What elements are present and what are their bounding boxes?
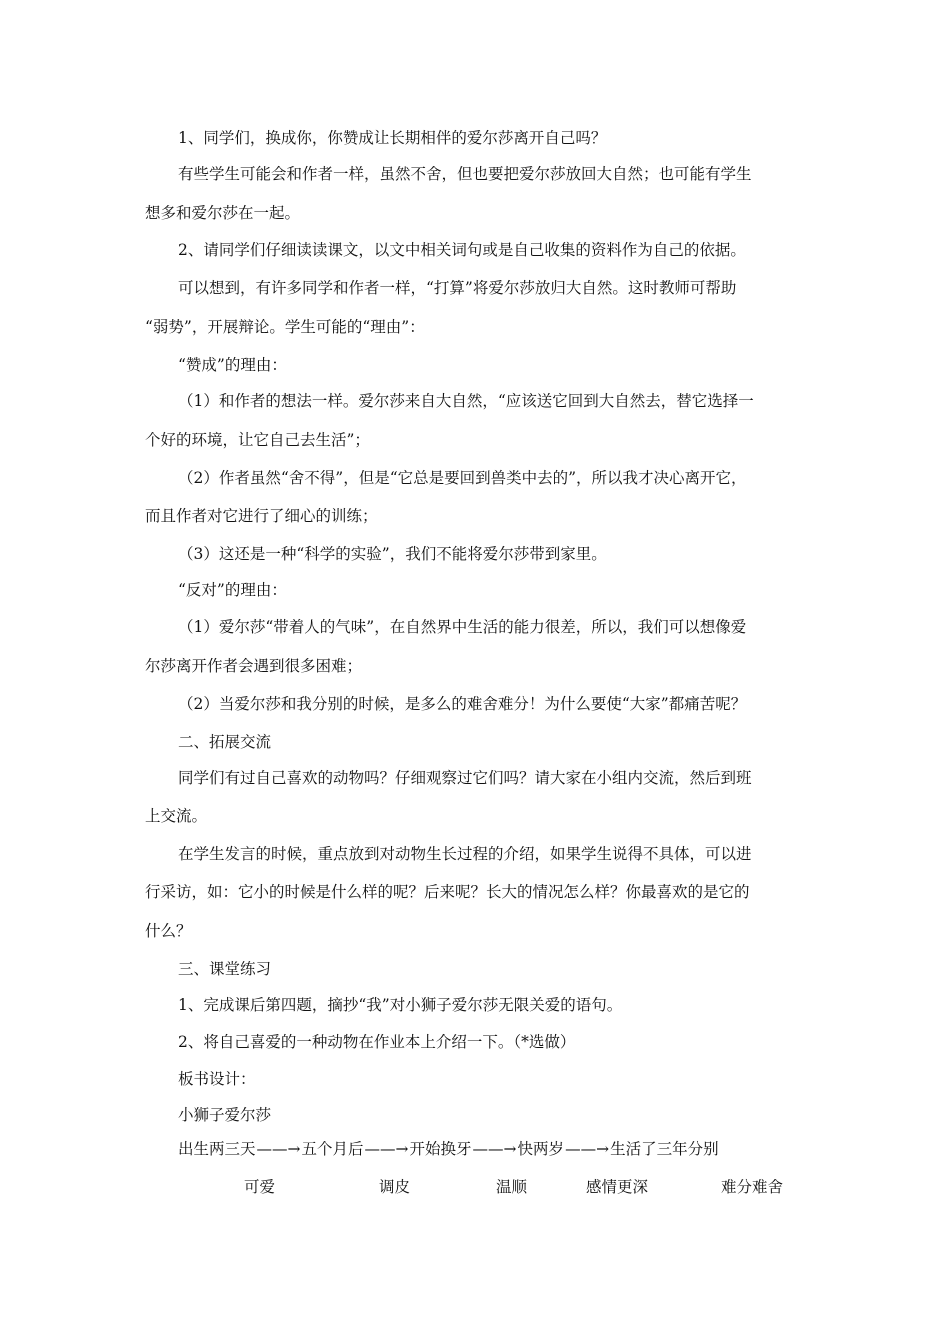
trait-1: 可爱 <box>244 1178 276 1196</box>
paragraph-line: （2）作者虽然“舍不得”，但是“它总是要回到兽类中去的”，所以我才决心离开它， <box>178 469 747 487</box>
paragraph-line: “赞成”的理由： <box>178 356 287 374</box>
paragraph-line: 上交流。 <box>145 807 208 825</box>
paragraph-line: 可以想到，有许多同学和作者一样，“打算”将爱尔莎放归大自然。这时教师可帮助 <box>178 279 737 297</box>
arrow-right-icon: ——→ <box>256 1140 301 1158</box>
arrow-right-icon: ——→ <box>565 1140 610 1158</box>
stage-5: 生活了三年分别 <box>610 1140 719 1158</box>
paragraph-line: 行采访，如：它小的时候是什么样的呢？后来呢？长大的情况怎么样？你最喜欢的是它的 <box>145 883 750 901</box>
paragraph-line: 二、拓展交流 <box>178 733 272 751</box>
paragraph-line: “弱势”，开展辩论。学生可能的“理由”： <box>145 318 425 336</box>
paragraph-line: （1）爱尔莎“带着人的气味”，在自然界中生活的能力很差，所以，我们可以想像爱 <box>178 618 747 636</box>
paragraph-line: 个好的环境，让它自己去生活”； <box>145 431 370 449</box>
trait-3: 温顺 <box>496 1178 528 1196</box>
stage-1: 出生两三天 <box>178 1140 256 1158</box>
paragraph-line: 想多和爱尔莎在一起。 <box>145 204 301 222</box>
stage-3: 开始换牙 <box>409 1140 472 1158</box>
paragraph-line: 而且作者对它进行了细心的训练； <box>145 507 378 525</box>
paragraph-line: 有些学生可能会和作者一样，虽然不舍，但也要把爱尔莎放回大自然；也可能有学生 <box>178 165 752 183</box>
arrow-right-icon: ——→ <box>472 1140 517 1158</box>
paragraph-line: 在学生发言的时候，重点放到对动物生长过程的介绍，如果学生说得不具体，可以进 <box>178 845 752 863</box>
trait-4: 感情更深 <box>586 1178 649 1196</box>
paragraph-line: 三、课堂练习 <box>178 960 272 978</box>
paragraph-line: 1、完成课后第四题，摘抄“我”对小狮子爱尔莎无限关爱的语句。 <box>178 996 623 1014</box>
paragraph-line: （3）这还是一种“科学的实验”，我们不能将爱尔莎带到家里。 <box>178 545 607 563</box>
trait-2: 调皮 <box>379 1178 411 1196</box>
paragraph-line: 尔莎离开作者会遇到很多困难； <box>145 657 363 675</box>
paragraph-line: 2、请同学们仔细读读课文，以文中相关词句或是自己收集的资料作为自己的依据。 <box>178 241 746 259</box>
board-traits <box>0 1177 950 1197</box>
arrow-right-icon: ——→ <box>364 1140 409 1158</box>
paragraph-line: 什么？ <box>145 922 192 940</box>
stage-4: 快两岁 <box>517 1140 565 1158</box>
paragraph-line: 板书设计： <box>178 1070 256 1088</box>
stage-2: 五个月后 <box>301 1140 364 1158</box>
paragraph-line: 2、将自己喜爱的一种动物在作业本上介绍一下。（*选做） <box>178 1033 576 1051</box>
paragraph-line: （2）当爱尔莎和我分别的时候，是多么的难舍难分！为什么要使“大家”都痛苦呢？ <box>178 695 747 713</box>
trait-5: 难分难舍 <box>721 1178 784 1196</box>
paragraph-line: “反对”的理由： <box>178 581 287 599</box>
paragraph-line: 1、同学们，换成你，你赞成让长期相伴的爱尔莎离开自己吗？ <box>178 129 607 147</box>
paragraph-line: 小狮子爱尔莎 <box>178 1106 272 1124</box>
board-flow <box>178 1139 719 1159</box>
paragraph-line: 同学们有过自己喜欢的动物吗？仔细观察过它们吗？请大家在小组内交流，然后到班 <box>178 769 752 787</box>
paragraph-line: （1）和作者的想法一样。爱尔莎来自大自然，“应该送它回到大自然去，替它选择一 <box>178 392 754 410</box>
